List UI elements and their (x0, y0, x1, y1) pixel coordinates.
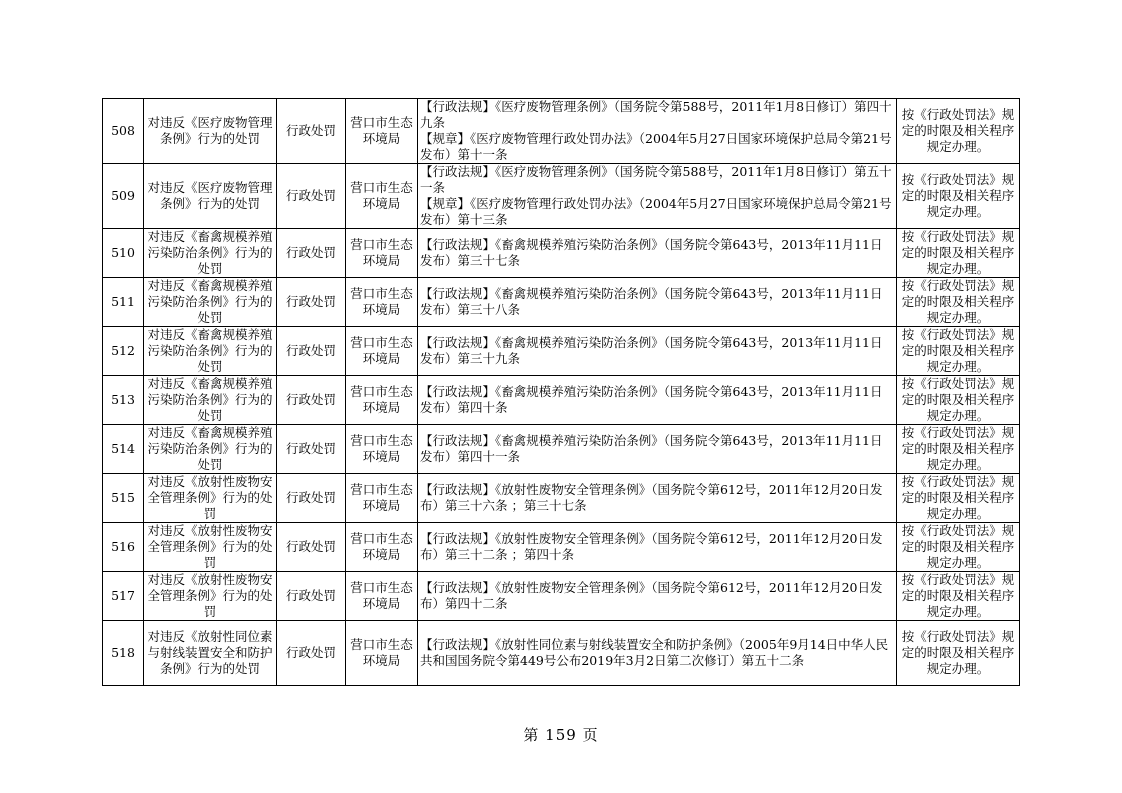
legal-basis-rule: 【规章】《医疗废物管理行政处罚办法》（2004年5月27日国家环境保护总局令第21号发布）第十一条 (420, 131, 892, 162)
item-procedure-note: 按《行政处罚法》规定的时限及相关程序规定办理。 (897, 327, 1020, 376)
legal-basis-regulation: 【行政法规】《医疗废物管理条例》（国务院令第588号，2011年1月8日修订）第五十一条 (420, 164, 892, 195)
item-number: 517 (103, 572, 144, 621)
table-row (103, 229, 1020, 278)
item-number: 510 (103, 229, 144, 278)
item-name: 对违反《畜禽规模养殖污染防治条例》行为的处罚 (144, 327, 277, 376)
item-procedure-note: 按《行政处罚法》规定的时限及相关程序规定办理。 (897, 376, 1020, 425)
table-row (103, 621, 1020, 686)
item-name: 对违反《畜禽规模养殖污染防治条例》行为的处罚 (144, 425, 277, 474)
item-number: 514 (103, 425, 144, 474)
item-department: 营口市生态环境局 (346, 621, 418, 686)
item-number: 508 (103, 99, 144, 164)
item-type: 行政处罚 (277, 278, 346, 327)
item-procedure-note: 按《行政处罚法》规定的时限及相关程序规定办理。 (897, 229, 1020, 278)
item-department: 营口市生态环境局 (346, 474, 418, 523)
item-department: 营口市生态环境局 (346, 425, 418, 474)
item-name: 对违反《畜禽规模养殖污染防治条例》行为的处罚 (144, 376, 277, 425)
item-type: 行政处罚 (277, 229, 346, 278)
item-procedure-note: 按《行政处罚法》规定的时限及相关程序规定办理。 (897, 572, 1020, 621)
item-name: 对违反《畜禽规模养殖污染防治条例》行为的处罚 (144, 278, 277, 327)
item-department: 营口市生态环境局 (346, 523, 418, 572)
table-row (103, 164, 1020, 229)
item-type: 行政处罚 (277, 523, 346, 572)
item-department: 营口市生态环境局 (346, 376, 418, 425)
table-row (103, 278, 1020, 327)
item-procedure-note: 按《行政处罚法》规定的时限及相关程序规定办理。 (897, 99, 1020, 164)
item-number: 511 (103, 278, 144, 327)
item-name: 对违反《放射性废物安全管理条例》行为的处罚 (144, 474, 277, 523)
item-type: 行政处罚 (277, 164, 346, 229)
table-row (103, 572, 1020, 621)
item-legal-basis: 【行政法规】《放射性废物安全管理条例》（国务院令第612号，2011年12月20日发布）第四十二条 (418, 572, 897, 621)
item-number: 516 (103, 523, 144, 572)
item-name: 对违反《畜禽规模养殖污染防治条例》行为的处罚 (144, 229, 277, 278)
item-type: 行政处罚 (277, 572, 346, 621)
table-row (103, 99, 1020, 164)
item-legal-basis: 【行政法规】《放射性废物安全管理条例》（国务院令第612号，2011年12月20日发布）第三十二条 ；第四十条 (418, 523, 897, 572)
item-name: 对违反《医疗废物管理条例》行为的处罚 (144, 164, 277, 229)
item-number: 518 (103, 621, 144, 686)
item-number: 509 (103, 164, 144, 229)
item-department: 营口市生态环境局 (346, 99, 418, 164)
item-legal-basis: 【行政法规】《放射性同位素与射线装置安全和防护条例》（2005年9月14日中华人民共和国国务院令第449号公布2019年3月2日第二次修订）第五十二条 (418, 621, 897, 686)
item-legal-basis: 【行政法规】《畜禽规模养殖污染防治条例》（国务院令第643号，2013年11月11日发布）第四十一条 (418, 425, 897, 474)
item-type: 行政处罚 (277, 425, 346, 474)
item-legal-basis: 【行政法规】《放射性废物安全管理条例》（国务院令第612号，2011年12月20日发布）第三十六条 ；第三十七条 (418, 474, 897, 523)
item-legal-basis: 【行政法规】《畜禽规模养殖污染防治条例》（国务院令第643号，2013年11月11日发布）第三十九条 (418, 327, 897, 376)
item-department: 营口市生态环境局 (346, 164, 418, 229)
table-row (103, 474, 1020, 523)
item-department: 营口市生态环境局 (346, 572, 418, 621)
item-department: 营口市生态环境局 (346, 327, 418, 376)
item-name: 对违反《医疗废物管理条例》行为的处罚 (144, 99, 277, 164)
table-row (103, 327, 1020, 376)
item-legal-basis (418, 164, 897, 229)
item-procedure-note: 按《行政处罚法》规定的时限及相关程序规定办理。 (897, 278, 1020, 327)
item-legal-basis: 【行政法规】《畜禽规模养殖污染防治条例》（国务院令第643号，2013年11月11日发布）第四十条 (418, 376, 897, 425)
item-legal-basis: 【行政法规】《畜禽规模养殖污染防治条例》（国务院令第643号，2013年11月11日发布）第三十八条 (418, 278, 897, 327)
item-department: 营口市生态环境局 (346, 229, 418, 278)
legal-basis-regulation: 【行政法规】《医疗废物管理条例》（国务院令第588号，2011年1月8日修订）第四十九条 (420, 99, 892, 130)
item-number: 512 (103, 327, 144, 376)
legal-basis-rule: 【规章】《医疗废物管理行政处罚办法》（2004年5月27日国家环境保护总局令第21号发布）第十三条 (420, 196, 892, 227)
item-name: 对违反《放射性废物安全管理条例》行为的处罚 (144, 572, 277, 621)
item-procedure-note: 按《行政处罚法》规定的时限及相关程序规定办理。 (897, 425, 1020, 474)
item-type: 行政处罚 (277, 99, 346, 164)
table-row (103, 523, 1020, 572)
item-number: 515 (103, 474, 144, 523)
table-row (103, 376, 1020, 425)
penalty-items-table (102, 98, 1020, 686)
item-procedure-note: 按《行政处罚法》规定的时限及相关程序规定办理。 (897, 474, 1020, 523)
item-type: 行政处罚 (277, 621, 346, 686)
item-procedure-note: 按《行政处罚法》规定的时限及相关程序规定办理。 (897, 621, 1020, 686)
item-type: 行政处罚 (277, 376, 346, 425)
item-legal-basis: 【行政法规】《畜禽规模养殖污染防治条例》（国务院令第643号，2013年11月11日发布）第三十七条 (418, 229, 897, 278)
item-type: 行政处罚 (277, 327, 346, 376)
item-procedure-note: 按《行政处罚法》规定的时限及相关程序规定办理。 (897, 523, 1020, 572)
item-number: 513 (103, 376, 144, 425)
item-type: 行政处罚 (277, 474, 346, 523)
item-procedure-note: 按《行政处罚法》规定的时限及相关程序规定办理。 (897, 164, 1020, 229)
item-name: 对违反《放射性同位素与射线装置安全和防护条例》行为的处罚 (144, 621, 277, 686)
table-row (103, 425, 1020, 474)
item-legal-basis (418, 99, 897, 164)
item-name: 对违反《放射性废物安全管理条例》行为的处罚 (144, 523, 277, 572)
page-number: 第 159 页 (523, 726, 599, 744)
item-department: 营口市生态环境局 (346, 278, 418, 327)
